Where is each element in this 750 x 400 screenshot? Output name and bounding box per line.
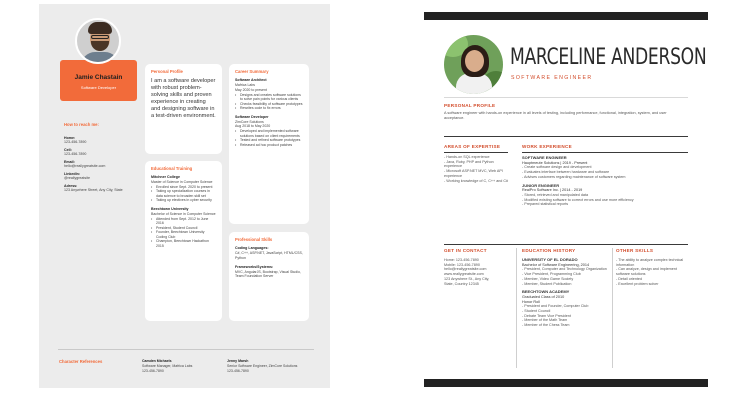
education-bullets <box>151 185 216 203</box>
contact-line: 123 Anywhere St., Any City, <box>444 276 490 281</box>
name-banner <box>60 60 137 101</box>
skills-heading: Professional Skills <box>235 237 273 242</box>
degree: Bachelor of Software Engineering, 2014 <box>522 262 590 267</box>
list-item: • Attended from Sept. 2012 to June 2016 <box>151 217 216 226</box>
column-separator <box>612 248 613 368</box>
work-list <box>522 156 688 207</box>
list-item: • Tested and refined software prototypes <box>235 138 303 143</box>
expertise-heading: AREAS OF EXPERTISE <box>444 144 501 149</box>
job-title: Software Developer <box>235 114 269 119</box>
contact-list <box>444 258 510 286</box>
list-item: • Founder, Beechtown University Coding Club <box>151 230 216 239</box>
profile-text: A software engineer with hands-on experience in all levels of testing, including performance, functional, integration, system, and user acceptance. <box>444 111 667 120</box>
reference-entry <box>142 359 212 373</box>
job-company: RealPro Software Inc. | 2014 - 2019 <box>522 188 583 193</box>
contact-label: LinkedIn: <box>64 172 80 176</box>
contact-heading: GET IN CONTACT <box>444 248 487 253</box>
column-separator <box>516 248 517 368</box>
contact-line: hello@reallygreatsite.com <box>444 267 487 272</box>
school-name: UNIVERSITY OF EL DORADO <box>522 257 578 262</box>
heading-underline <box>522 152 688 153</box>
list-item: • Taking up specialization courses in data science to broaden skill set <box>151 189 216 198</box>
degree: Master of Science in Computer Science <box>151 180 213 184</box>
contact-line: State, Country 12345 <box>444 281 479 286</box>
list-item: - Create software design and development <box>522 165 592 170</box>
contact-value: hello@reallygreatsite.com <box>64 164 106 168</box>
list-item: - Detail oriented <box>616 276 643 281</box>
divider <box>58 349 314 350</box>
reference-entry <box>227 359 302 373</box>
list-item: - Can analyze, design and implement software solutions <box>616 267 677 277</box>
list-item: - The ability to analyze complex technical information <box>616 258 684 267</box>
job-title: JUNIOR ENGINEER <box>522 182 560 188</box>
references-heading: Character References <box>59 359 103 364</box>
divider <box>444 244 688 245</box>
contact-label: Cell: <box>64 148 72 152</box>
divider <box>444 136 688 137</box>
list-item: - Microsoft ASP.NET MVC, Web API experience <box>444 169 503 178</box>
honor: Honor Roll <box>522 299 540 304</box>
skills-list <box>616 258 688 286</box>
list-item: - Hands-on SQL experience <box>444 155 490 159</box>
contact-line: Mobile: 123-456-7890 <box>444 262 480 267</box>
resume-template-right[interactable] <box>424 12 708 394</box>
education-bullets <box>151 217 216 249</box>
list-item: - Java, Ruby, PHP and Python experience <box>444 159 494 169</box>
profile-text: I am a software developer with robust problem-solving skills and proven experience in creating and designing software in a test-driven environment. <box>151 78 216 119</box>
job-dates: May 2020 to present <box>235 87 267 92</box>
list-item: - Student Council <box>522 309 551 314</box>
contact-value: 123-456-7890 <box>64 152 87 156</box>
profile-photo <box>444 35 503 94</box>
list-item: • Released ad hoc product patches <box>235 143 303 148</box>
contact-label: Home: <box>64 136 76 140</box>
contact-list <box>64 136 144 196</box>
bottom-bar <box>424 379 708 387</box>
list-item: • Designs and creates software solutions to solve pain points for various clients <box>235 93 303 102</box>
reference-name: Jenny Marsh <box>227 359 249 363</box>
contact-value: @reallygreatsite <box>64 176 91 180</box>
person-name: MARCELINE ANDERSON <box>510 45 707 70</box>
school-name: Beechtown University <box>151 206 189 211</box>
school-name: Mitchner College <box>151 175 180 179</box>
heading-underline <box>444 152 508 153</box>
list-item: - Member of the Chess Team <box>522 323 570 328</box>
job-bullets <box>235 129 303 147</box>
list-item: - Modified existing software to correct errors and use more efficiency <box>522 197 634 202</box>
job-bullets <box>235 93 303 111</box>
work-heading: WORK EXPERIENCE <box>522 144 572 149</box>
expertise-list <box>444 155 512 183</box>
career-summary-card <box>229 64 309 224</box>
job-company: Mafrica Labs <box>235 83 256 87</box>
education-heading: EDUCATION HISTORY <box>522 248 576 253</box>
skills-heading: OTHER SKILLS <box>616 248 654 253</box>
job-title: Software Architect <box>235 78 267 82</box>
contact-line: Home: 123-456-7890 <box>444 258 479 262</box>
list-item: - Member of the Math Team <box>522 318 568 323</box>
resume-template-left[interactable] <box>39 4 330 388</box>
degree: Bachelor of Science in Computer Science <box>151 211 216 216</box>
contact-heading: How to reach me: <box>64 122 99 127</box>
summary-heading: Career Summary <box>235 69 269 74</box>
skills-value: C#, C++, ASP.NET, JavaScript, HTML/CSS, Python <box>235 251 303 260</box>
list-item: - Prepared statistical reports <box>522 202 569 207</box>
list-item: - Vice President, Programming Club <box>522 272 581 277</box>
reference-detail: Senior Software Engineer, ZimCore Solutions <box>227 363 298 368</box>
degree: Graduated Class of 2010 <box>522 294 565 299</box>
list-item: - Excellent problem solver <box>616 281 659 286</box>
reference-detail: Software Manager, Mafrica Labs <box>142 363 193 368</box>
reference-phone: 123-456-7890 <box>142 368 164 373</box>
person-name: Jamie Chastain <box>74 74 123 81</box>
top-bar <box>424 12 708 20</box>
list-item: - Working knowledge of C, C++ and C# <box>444 178 509 183</box>
job-dates: Aug 2018 to May 2020 <box>235 124 271 129</box>
divider <box>444 97 688 98</box>
person-title: SOFTWARE ENGINEER <box>511 75 593 81</box>
list-item: • Checks feasibility of software prototypes <box>235 102 303 107</box>
skills-label: Frameworks/Systems: <box>235 264 274 269</box>
list-item: - Advises customers regarding maintenance of software system <box>522 174 626 179</box>
job-company: Hauptmeute Solutions | 2019 - Present <box>522 160 588 165</box>
profile-card <box>145 64 222 154</box>
education-heading: Educational Training <box>151 166 193 171</box>
skills-value: MVC, AngularJS, Bootstrap, Visual Studio, Team Foundation Server <box>235 269 301 279</box>
list-item: - President and Founder, Computer Club <box>522 304 589 309</box>
education-list <box>522 258 610 328</box>
list-item: - Evaluates interface between hardware and software <box>522 170 610 175</box>
list-item: - Debate Team Vice President <box>522 313 571 318</box>
contact-value: 123 Anywhere Street, Any City, State <box>64 188 123 192</box>
profile-heading: PERSONAL PROFILE <box>444 103 496 108</box>
list-item: • Developed and implemented software solutions based on client requirements <box>235 129 303 138</box>
profile-photo <box>75 18 121 64</box>
education-card <box>145 161 222 321</box>
skills-card <box>229 232 309 321</box>
contact-line: www.reallygreatsite.com <box>444 272 484 277</box>
skills-label: Coding Languages: <box>235 246 269 250</box>
reference-phone: 123-456-7890 <box>227 368 249 373</box>
job-company: ZimCore Solutions <box>235 119 264 124</box>
list-item: - Member, Video Game Society <box>522 276 574 281</box>
person-role: Software Developer <box>80 85 117 90</box>
list-item: • President, Student Council <box>151 226 216 231</box>
list-item: - Stored, retrieved and manipulated data <box>522 192 589 197</box>
list-item: • Rewrites code to fix errors <box>235 106 303 111</box>
job-title: SOFTWARE ENGINEER <box>522 155 567 160</box>
contact-value: 123-456-7890 <box>64 140 87 144</box>
list-item: - Member, Student Publication <box>522 281 572 286</box>
reference-name: Camden Michaels <box>142 359 172 363</box>
list-item: • Champion, Beechtown Hackathon 2015 <box>151 239 216 248</box>
profile-heading: Personal Profile <box>151 69 183 74</box>
contact-label: Adress: <box>64 184 78 188</box>
list-item: • Enrolled since Sept. 2020 to present <box>151 185 216 190</box>
list-item: • Taking up electives in cyber security <box>151 198 216 203</box>
list-item: - President, Computer and Technology Organization <box>522 267 607 272</box>
school-name: BEECHTOWN ACADEMY <box>522 289 570 295</box>
contact-label: Email: <box>64 160 75 164</box>
